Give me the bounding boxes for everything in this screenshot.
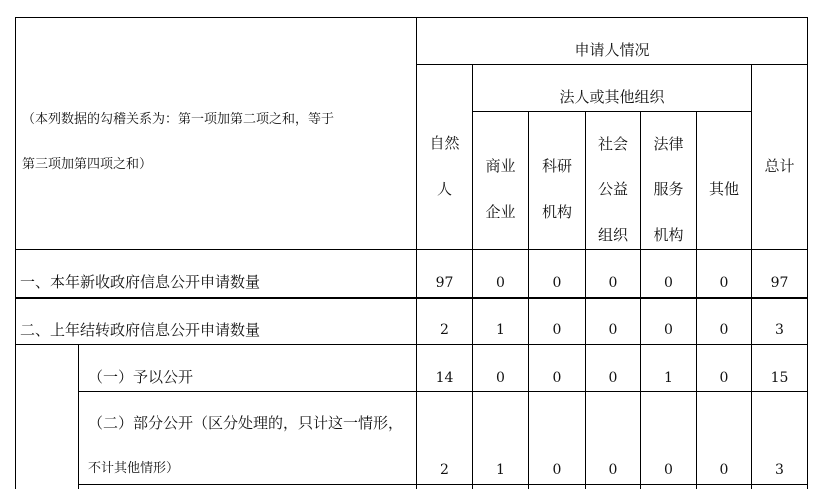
header-social-1: 社会 (597, 135, 628, 153)
row2-social: 0 (608, 322, 618, 338)
header-other: 其他 (708, 180, 739, 198)
divider-legal-group (472, 111, 751, 112)
row2-other: 0 (719, 322, 729, 338)
row2-natural: 2 (440, 322, 449, 338)
row3-natural: 14 (435, 370, 454, 386)
divider-indent-col (78, 344, 79, 489)
table-border-left (15, 17, 16, 489)
header-note-line1: （本列数据的勾稽关系为：第一项加第二项之和，等于 (22, 112, 335, 127)
divider-col-research (585, 111, 586, 489)
header-natural-person-2: 人 (436, 180, 452, 198)
row1-natural: 97 (435, 275, 454, 291)
divider-col-legal (696, 111, 697, 489)
header-legal-3: 机构 (653, 226, 684, 244)
divider-row3-bottom (78, 391, 808, 392)
row1-other: 0 (719, 275, 729, 291)
row1-business: 0 (496, 275, 505, 291)
row4-other: 0 (719, 462, 729, 478)
header-note-line2: 第三项加第四项之和） (22, 157, 153, 172)
row3-other: 0 (719, 370, 729, 386)
row2-business: 1 (496, 322, 505, 338)
row4-legal: 0 (664, 462, 673, 478)
row4-social: 0 (608, 462, 618, 478)
header-legal-group: 法人或其他组织 (559, 88, 665, 106)
header-research-2: 机构 (541, 203, 572, 221)
row3-research: 0 (552, 370, 562, 386)
divider-row2-bottom (15, 344, 808, 345)
header-natural-person-1: 自然 (429, 134, 460, 152)
header-business-1: 商业 (485, 157, 516, 175)
row-label-carried-over: 二、上年结转政府信息公开申请数量 (20, 321, 261, 339)
row2-total: 3 (775, 322, 784, 338)
header-social-2: 公益 (597, 180, 628, 198)
row4-research: 0 (552, 462, 562, 478)
row1-research: 0 (552, 275, 562, 291)
row-label-disclosed: （一）予以公开 (88, 368, 194, 386)
divider-group-title (416, 64, 808, 65)
header-total: 总计 (764, 157, 795, 175)
header-social-3: 组织 (597, 226, 628, 244)
header-research-1: 科研 (541, 157, 572, 175)
table-border-top (15, 17, 808, 18)
row2-research: 0 (552, 322, 562, 338)
table-border-right (807, 17, 808, 489)
row4-business: 1 (496, 462, 505, 478)
row3-social: 0 (608, 370, 618, 386)
row3-business: 0 (496, 370, 505, 386)
divider-col-social (640, 111, 641, 489)
header-applicant-group: 申请人情况 (574, 41, 650, 59)
row3-total: 15 (770, 370, 789, 386)
header-business-2: 企业 (485, 203, 516, 221)
row3-legal: 1 (664, 370, 673, 386)
row2-legal: 0 (664, 322, 673, 338)
row-label-partially-disclosed-line1: （二）部分公开（区分处理的，只计这一情形， (88, 414, 404, 432)
row4-total: 3 (775, 462, 784, 478)
divider-row1-bottom (15, 297, 808, 299)
divider-note-col (416, 17, 417, 489)
divider-header-bottom (15, 249, 808, 250)
header-legal-2: 服务 (653, 180, 684, 198)
row4-natural: 2 (440, 462, 449, 478)
header-legal-1: 法律 (653, 135, 684, 153)
row1-legal: 0 (664, 275, 673, 291)
row-label-partially-disclosed-line2: 不计其他情形） (88, 461, 180, 476)
row-label-new-requests: 一、本年新收政府信息公开申请数量 (20, 273, 261, 291)
row1-total: 97 (770, 275, 789, 291)
divider-row4-bottom (78, 484, 808, 485)
row1-social: 0 (608, 275, 618, 291)
